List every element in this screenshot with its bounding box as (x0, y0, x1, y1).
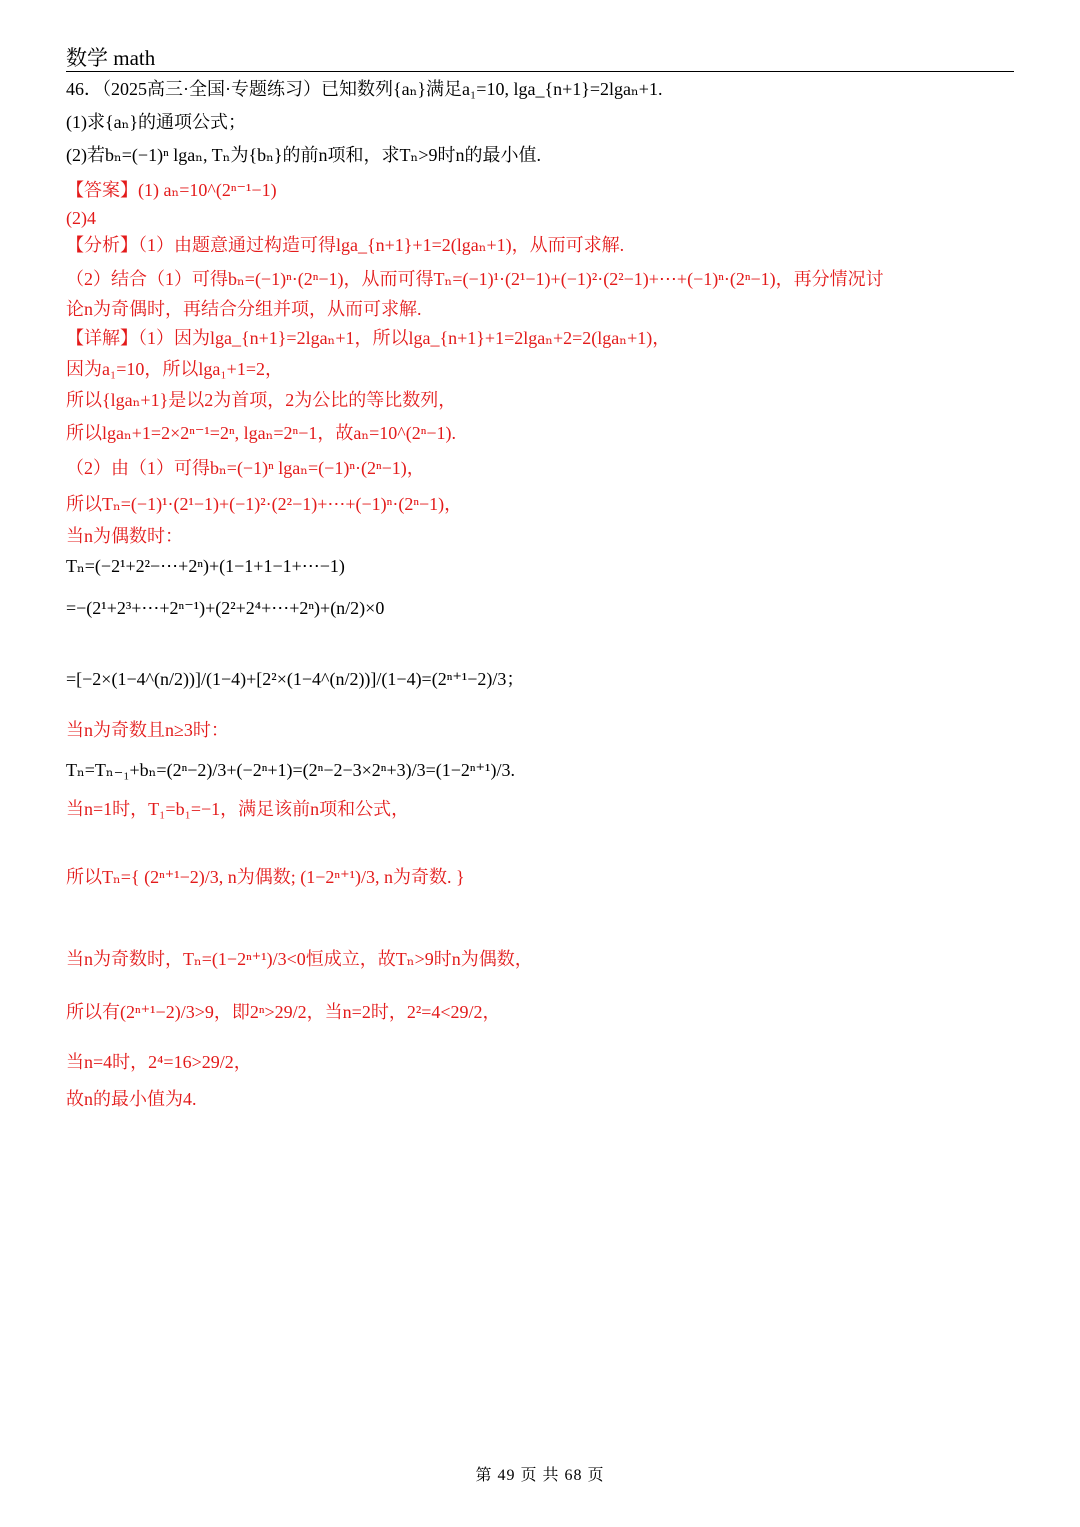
text-line: 所以{lgaₙ+1}是以2为首项，2为公比的等比数列， (66, 390, 457, 410)
text-line: 当n为奇数时，Tₙ=(1−2ⁿ⁺¹)/3<0恒成立，故Tₙ>9时n为偶数， (66, 949, 533, 969)
text-line: 当n=1时，T₁=b₁=−1，满足该前n项和公式， (66, 799, 410, 819)
text-line: 所以lgaₙ+1=2×2ⁿ⁻¹=2ⁿ, lgaₙ=2ⁿ−1，故aₙ=10^(2ⁿ−1). (66, 423, 457, 443)
text-line: （2）结合（1）可得bₙ=(−1)ⁿ·(2ⁿ−1)，从而可得Tₙ=(−1)¹·(2¹−1)+(−1)²·(2²−1)+⋯+(−1)ⁿ·(2ⁿ−1)，再分情况讨 (66, 269, 884, 289)
text-line: 所以Tₙ={ (2ⁿ⁺¹−2)/3, n为偶数; (1−2ⁿ⁺¹)/3, n为奇数. } (66, 867, 465, 887)
text-line: (1)求{aₙ}的通项公式； (66, 112, 247, 132)
page-header: 数学 math (66, 46, 156, 70)
text-line: 46．（2025高三·全国·专题练习）已知数列{aₙ}满足a₁=10, lga_{n+1}=2lgaₙ+1. (66, 79, 663, 99)
text-line: 【分析】（1）由题意通过构造可得lga_{n+1}+1=2(lgaₙ+1)，从而可求解. (66, 235, 625, 255)
text-line: (2)4 (66, 208, 96, 228)
text-line: 当n=4时，2⁴=16>29/2， (66, 1052, 252, 1072)
header-rule (66, 71, 1014, 72)
text-line: （2）由（1）可得bₙ=(−1)ⁿ lgaₙ=(−1)ⁿ·(2ⁿ−1)， (66, 458, 425, 478)
text-line: Tₙ=(−2¹+2²−⋯+2ⁿ)+(1−1+1−1+⋯−1) (66, 556, 345, 576)
text-line: Tₙ=Tₙ₋₁+bₙ=(2ⁿ−2)/3+(−2ⁿ+1)=(2ⁿ−2−3×2ⁿ+3)/3=(1−2ⁿ⁺¹)/3. (66, 760, 515, 780)
text-line: 所以有(2ⁿ⁺¹−2)/3>9，即2ⁿ>29/2，当n=2时，2²=4<29/2， (66, 1002, 501, 1022)
text-line: 当n为偶数时： (66, 526, 183, 546)
text-line: (2)若bₙ=(−1)ⁿ lgaₙ, Tₙ为{bₙ}的前n项和，求Tₙ>9时n的最小值. (66, 145, 541, 165)
text-line: 【详解】（1）因为lga_{n+1}=2lgaₙ+1，所以lga_{n+1}+1=2lgaₙ+2=2(lgaₙ+1)， (66, 328, 671, 348)
page-footer: 第 49 页 共 68 页 (475, 1467, 605, 1484)
text-line: 故n的最小值为4. (66, 1089, 197, 1109)
text-line: 论n为奇偶时，再结合分组并项，从而可求解. (66, 299, 422, 319)
text-line: 当n为奇数且n≥3时： (66, 720, 229, 740)
text-line: =−(2¹+2³+⋯+2ⁿ⁻¹)+(2²+2⁴+⋯+2ⁿ)+(n/2)×0 (66, 598, 385, 618)
text-line: 因为a₁=10，所以lga₁+1=2， (66, 359, 283, 379)
text-line: 【答案】(1) aₙ=10^(2ⁿ⁻¹−1) (66, 180, 277, 200)
text-line: 所以Tₙ=(−1)¹·(2¹−1)+(−1)²·(2²−1)+⋯+(−1)ⁿ·(2ⁿ−1)， (66, 494, 463, 514)
text-line: =[−2×(1−4^(n/2))]/(1−4)+[2²×(1−4^(n/2))]/(1−4)=(2ⁿ⁺¹−2)/3； (66, 669, 525, 689)
